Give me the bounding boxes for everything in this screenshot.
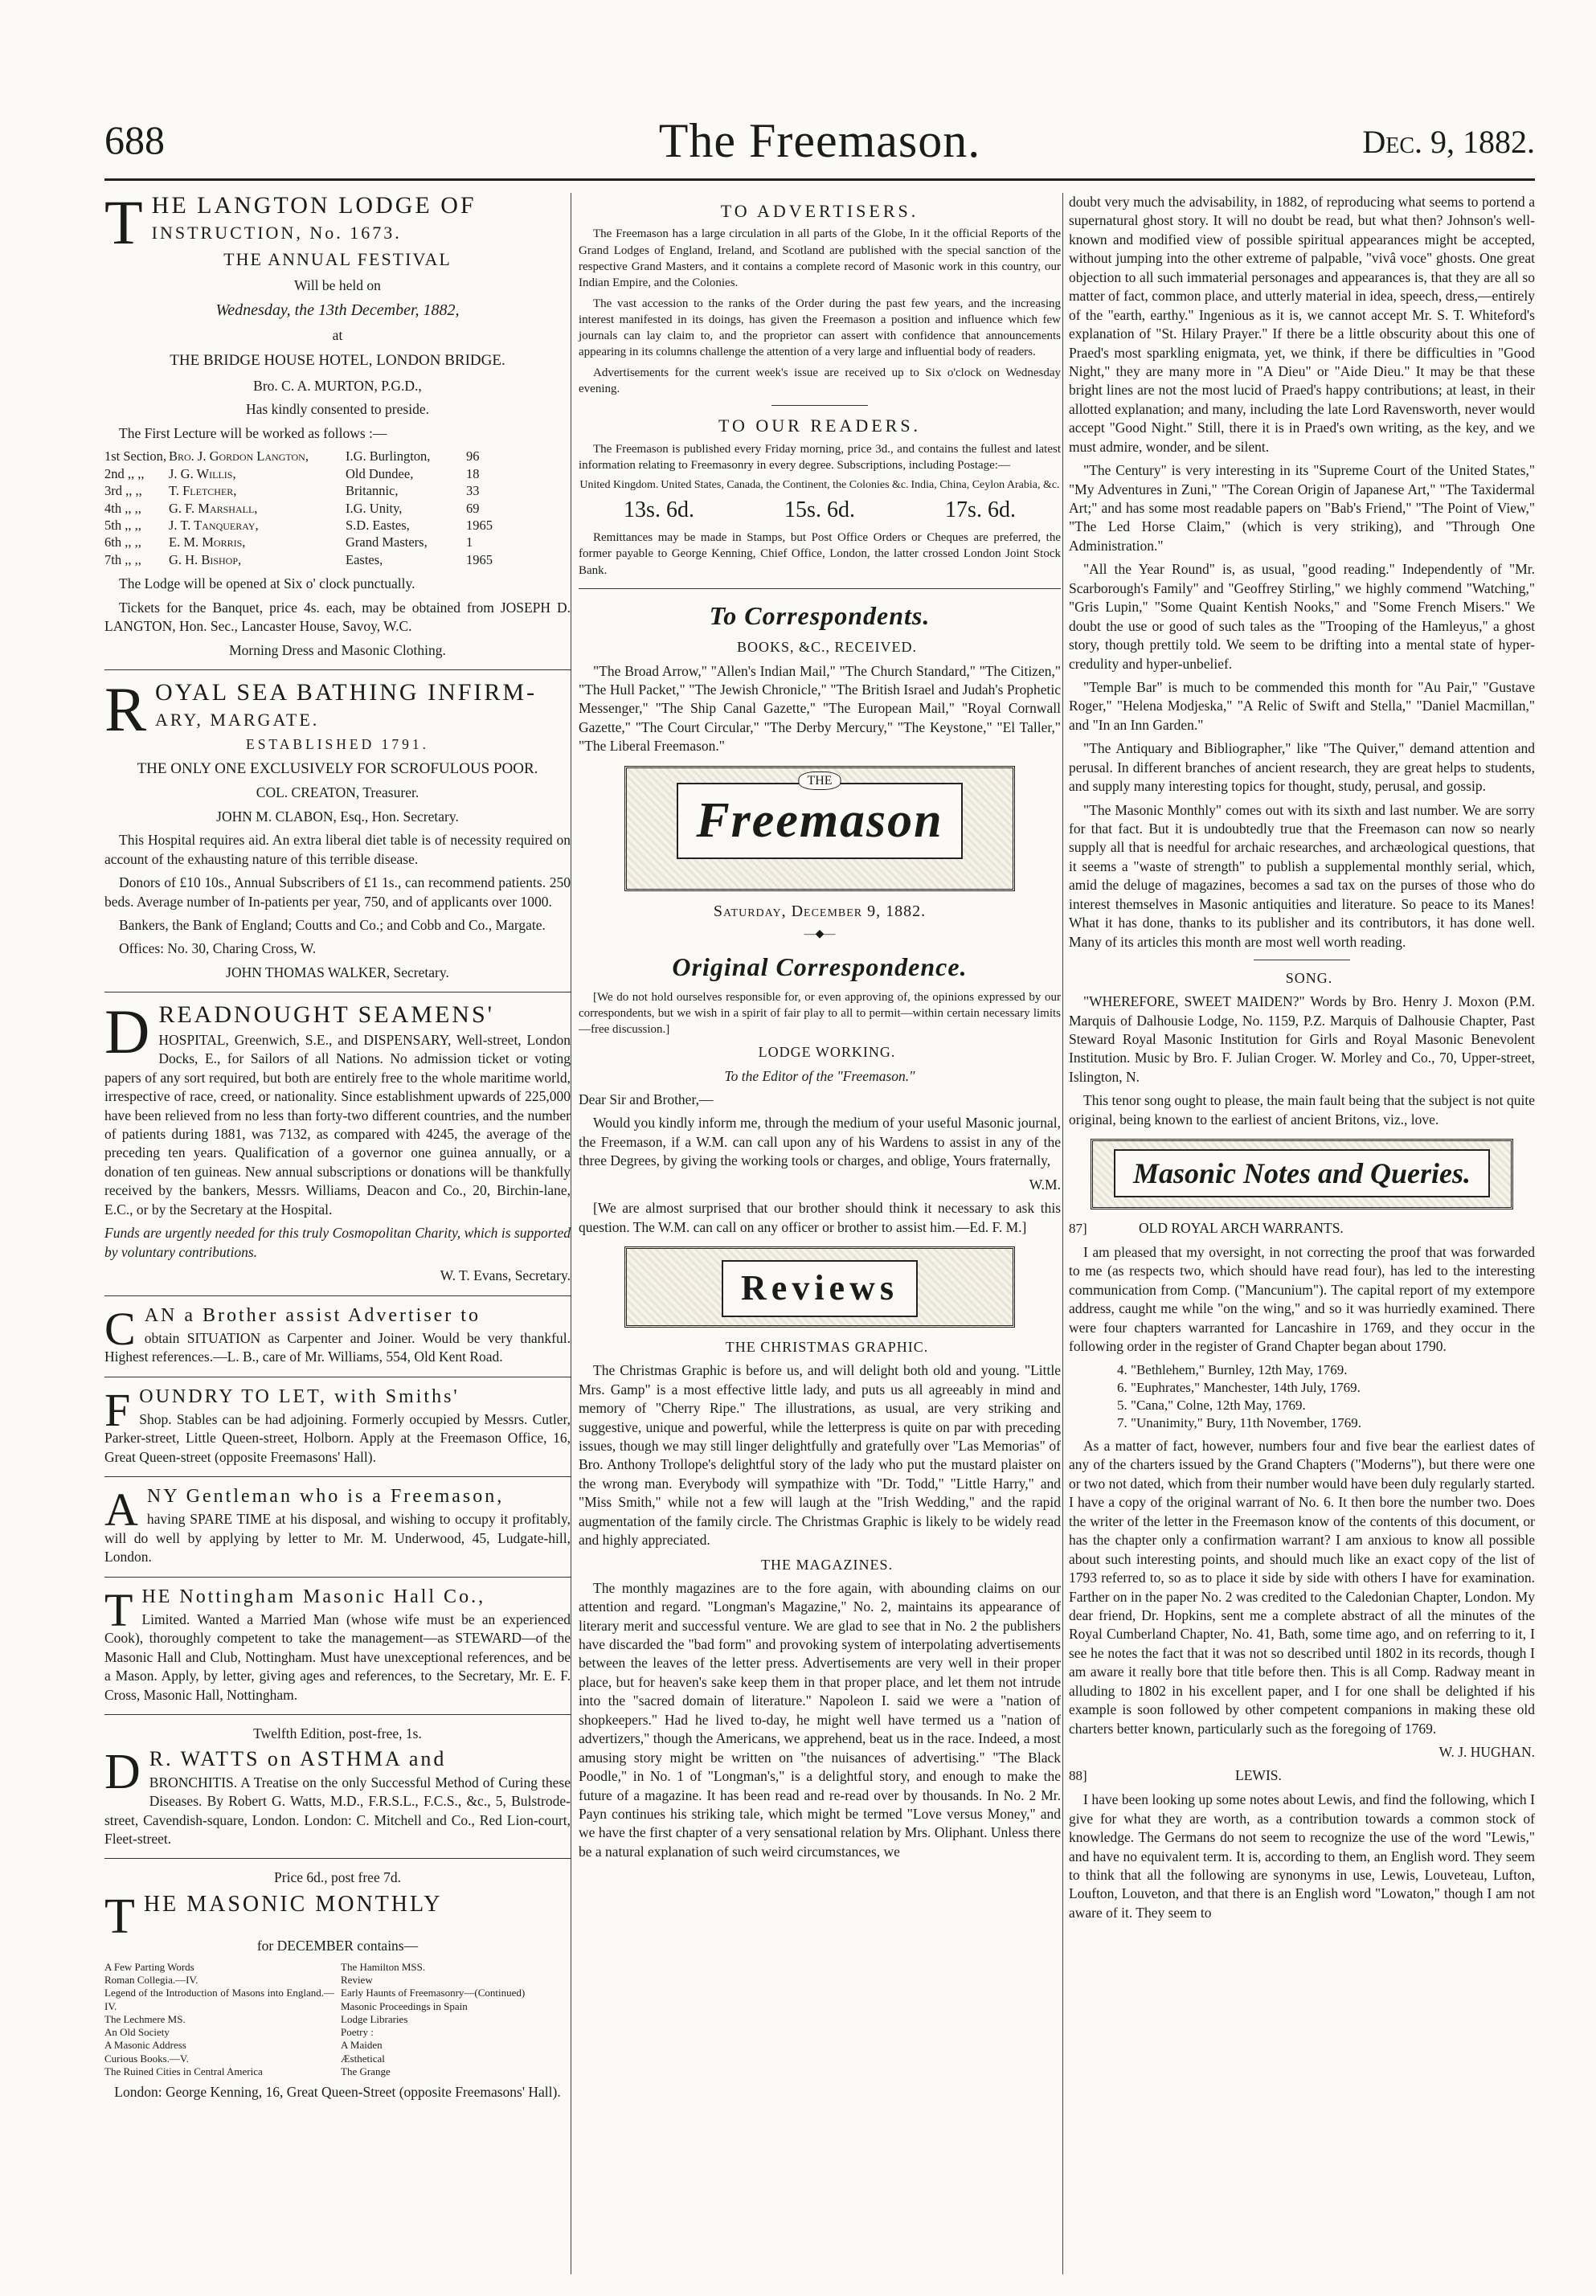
divider xyxy=(104,1577,571,1578)
divider xyxy=(104,1476,571,1477)
list-item: A Masonic Address xyxy=(104,2039,186,2052)
ad-title: HE LANGTON LODGE OF xyxy=(151,192,477,219)
watts-asthma-ad xyxy=(104,1725,571,1848)
secretary-line: JOHN M. CLABON, Esq., Hon. Secretary. xyxy=(216,808,459,825)
list-item: Æsthetical xyxy=(341,2052,385,2065)
list-item: Poetry : xyxy=(341,2026,374,2039)
review-antiquary: "The Antiquary and Bibliographer," like "The Quiver," demand attention and perusal. In different branches of ancient research, they are great helps to students, and supply many interesting topics for thought, study, perusal, and gossip. xyxy=(1069,740,1535,795)
lecture-cell: 1st Section, xyxy=(104,448,166,465)
can-brother-ad xyxy=(104,1302,571,1367)
to-editor-line: To the Editor of the "Freemason." xyxy=(724,1067,915,1084)
lecture-cell: 18 xyxy=(466,465,480,481)
price-value: 15s. 6d. xyxy=(784,497,855,522)
drop-cap: T xyxy=(104,1583,136,1636)
drop-cap: T xyxy=(104,1889,137,1944)
reviews-banner xyxy=(624,1246,1015,1328)
foundry-ad xyxy=(104,1383,571,1467)
body-text: The Freemason has a large circulation in all parts of the Globe, In it the official Reports of the Grand Lodges of England, Ireland, and Scotland are published with the special sanction of the respective Grand Masters, and it contains a complete record of Masonic work in this country, our Indian Empire, and the Colonies. xyxy=(579,227,1061,289)
query-heading: LEWIS. xyxy=(1235,1767,1282,1784)
body-text: Remittances may be made in Stamps, but Post Office Orders or Cheques are preferred, the former payable to George Kenning, Chief Office, London, the latter crossed London Joint Stock Bank. xyxy=(579,531,1061,577)
ad-title: OUNDRY TO LET, with Smiths' xyxy=(139,1385,460,1407)
lecture-cell: 1 xyxy=(466,534,473,550)
review-masonic-monthly: "The Masonic Monthly" comes out with its sixth and last number. We are sorry for that fact. But it is undoubtedly true that the Freemason can now so nearly supply all that is needful for archaic researches, and archæological questions, that it seems a "waste of strength" to publish a supplemental monthly serial, which, amid the deluge of magazines, becomes a sad tax on the purses of those who do interest themselves in Masonic antiquities and literature. So peace to its Manes! What it has done, thanks to its publisher and its contributors, it has done well. Many of its articles this month are most well worth reading. xyxy=(1069,801,1535,950)
held-line: Will be held on xyxy=(294,276,381,293)
list-item: The Hamilton MSS. xyxy=(341,1960,426,1973)
lecture-cell: 5th ,, ,, xyxy=(104,518,141,534)
query-number: 88] xyxy=(1069,1768,1087,1784)
salutation: Dear Sir and Brother,— xyxy=(579,1091,714,1108)
contains-line: for DECEMBER contains— xyxy=(256,1938,419,1954)
list-item: Roman Collegia.—IV. xyxy=(104,1974,198,1987)
column-2 xyxy=(579,193,1061,1866)
treasurer-line: COL. CREATON, Treasurer. xyxy=(256,784,419,801)
logo-text: Freemason xyxy=(677,783,962,859)
divider xyxy=(579,588,1061,589)
signature: W. J. HUGHAN. xyxy=(1438,1744,1535,1760)
lecture-cell: Old Dundee, xyxy=(346,465,414,481)
subscription-regions xyxy=(579,478,1061,493)
disclaimer: [We do not hold ourselves responsible for, or even approving of, the opinions expressed by our correspondents, but we wish in a spirit of fair play to all to permit—within certain necessary limits—free discussion.] xyxy=(579,991,1061,1037)
body-text: Bankers, the Bank of England; Coutts and Co.; and Cobb and Co., Margate. xyxy=(119,917,546,934)
lecture-cell: 1965 xyxy=(466,551,493,567)
ad-subtitle: ARY, MARGATE. xyxy=(155,709,320,730)
drop-cap: C xyxy=(104,1302,138,1355)
only-line: THE ONLY ONE EXCLUSIVELY FOR SCROFULOUS POOR. xyxy=(137,759,538,777)
divider xyxy=(104,1714,571,1715)
ad-subtitle: INSTRUCTION, No. 1673. xyxy=(151,222,402,243)
review-temple-bar: "Temple Bar" is much to be commended this month for "Au Pair," "Gustave Roger," "Helena Modjeska," "A Relic of Swift and Stella," "Daniel Macmillan," and "In an Inn Garden." xyxy=(1069,678,1535,733)
masthead-title: The Freemason. xyxy=(658,114,981,167)
lecture-cell: E. M. Morris, xyxy=(169,534,246,550)
query-heading-row xyxy=(1069,1766,1535,1786)
body-text: The vast accession to the ranks of the Order during the past few years, and the increasing interest manifested in its doings, has given the Freemason a position and influence which few journals can lay claim to, and the proprietor can assert with confidence that announcements appearing in its columns challenge the attention of a very large and influential body of readers. xyxy=(579,297,1061,359)
song-heading: SONG. xyxy=(1285,970,1333,987)
lecture-cell: 33 xyxy=(466,483,480,499)
contents-left xyxy=(104,1961,334,2078)
region-label: United States, Canada, the Continent, the Colonies &c. xyxy=(661,479,909,492)
body-text: Advertisements for the current week's issue are received up to Six o'clock on Wednesday evening. xyxy=(579,366,1061,396)
preside-line: Bro. C. A. MURTON, P.G.D., xyxy=(253,377,422,394)
body-text: The Freemason is published every Friday morning, price 3d., and contains the fullest and latest information relating to Freemasonry in every degree. Subscriptions, including Postage:— xyxy=(579,442,1061,472)
drop-cap: A xyxy=(104,1484,141,1537)
region-label: United Kingdom. xyxy=(579,479,659,492)
body-text: This Hospital requires aid. An extra liberal diet table is of necessity required on account of the exhausting nature of this terrible disease. xyxy=(104,832,571,867)
lecture-cell: I.G. Burlington, xyxy=(346,448,431,465)
lecture-cell: J. G. Willis, xyxy=(169,465,236,481)
query-heading-row xyxy=(1069,1219,1535,1238)
lecture-cell: Grand Masters, xyxy=(346,534,428,550)
charter-dates xyxy=(1117,1361,1535,1432)
contents-list xyxy=(104,1961,571,2078)
masonic-notes-queries-banner xyxy=(1091,1139,1513,1209)
any-gentleman-ad xyxy=(104,1484,571,1567)
list-item: Lodge Libraries xyxy=(341,2012,408,2025)
lecture-cell: 96 xyxy=(466,448,480,465)
query-number: 87] xyxy=(1069,1221,1087,1237)
list-item: The Lechmere MS. xyxy=(104,2012,186,2025)
dreadnought-ad xyxy=(104,997,571,1285)
list-item: Legend of the Introduction of Masons into England.—IV. xyxy=(104,1987,334,2012)
song-body: "WHEREFORE, SWEET MAIDEN?" Words by Bro. Henry J. Moxon (P.M. Marquis of Dalhousie Lodge, No. 1159, P.Z. Marquis of Dalhousie Chapter, Past Steward Royal Masonic Institution for Girls and Royal Masonic Benevolent Institution. Music by Bro. F. Julian Croger. W. Morley and Co., 70, Upper-street, Islington, N. xyxy=(1069,993,1535,1085)
body-text: having SPARE TIME at his disposal, and wishing to occupy it profitably, will do well by applying by letter to Mr. M. Underwood, 45, Ludgate-hill, London. xyxy=(104,1511,571,1565)
edition-line: Twelfth Edition, post-free, 1s. xyxy=(253,1725,422,1741)
ad-title: AN a Brother assist Advertiser to xyxy=(144,1304,481,1326)
price-line: Price 6d., post free 7d. xyxy=(274,1869,401,1886)
established-line: ESTABLISHED 1791. xyxy=(246,735,429,752)
list-item: 4. "Bethlehem," Burnley, 12th May, 1769. xyxy=(1117,1361,1348,1377)
body-text: Donors of £10 10s., Annual Subscribers of £1 1s., can recommend patients. 250 beds. Average number of In-patients per year, 750, and of applicants over 1000. xyxy=(104,874,571,910)
body-text: Shop. Stables can be had adjoining. Formerly occupied by Messrs. Cutler, Parker-street, Little Queen-street, Holborn. Apply at the Freemason Office, 16, Great Queen-street (opposite Freemasons' Hall). xyxy=(104,1410,571,1465)
column-divider xyxy=(1062,193,1063,2274)
review-body: The Christmas Graphic is before us, and will delight both old and young. "Little Mrs. Gamp" is a most effective little lady, and puts us all agreeably in mind and memory of "Cherry Ripe." The illustrations, as usual, are very striking and suggestive, unique and powerful, while the letterpress is quite on par with preceding issues, though we may still linger delightfully and gratefully over "Las Memorias" of Bro. Anthony Trollope's delightful story of the lady who put the mustard plaister on the wrong man. Everybody will sympathize with "Dr. Todd," "Little Harry," and "Miss Smith," while not a few will laugh at the "Irish Wedding," and the rapid augmentation of the family circle. The Christmas Graphic is likely to be widely read and highly appreciated. xyxy=(579,1362,1061,1549)
list-item: 7. "Unanimity," Bury, 11th November, 1769. xyxy=(1117,1414,1362,1430)
masonic-monthly-ad xyxy=(104,1868,571,2102)
subscription-prices xyxy=(579,495,1061,526)
urgent-text: Funds are urgently needed for this truly Cosmopolitan Charity, which is supported by voluntary contributions. xyxy=(104,1225,571,1260)
query-body: I am pleased that my oversight, in not correcting the proof that was forwarded to me (as respects two, which should have read four), has led to the interesting communication from Comp. ("Mancunium"). The capital report of my extempore address, caught me while "on the wing," and so it was hurriedly examined. There were four chapters warranted for Lancashire in 1769, and they occur in the following order in the register of Grand Chapter began about 1790. xyxy=(1069,1244,1535,1355)
advertisers-heading: TO ADVERTISERS. xyxy=(720,201,919,221)
lecture-cell: Britannic, xyxy=(346,483,399,499)
lecture-cell: 1965 xyxy=(466,518,493,534)
freemason-logo-banner xyxy=(624,766,1015,891)
page-number: 688 xyxy=(104,117,165,162)
logo-the: THE xyxy=(798,771,841,790)
ad-title: HE Nottingham Masonic Hall Co., xyxy=(141,1586,486,1607)
lecture-cell: 6th ,, ,, xyxy=(104,534,141,550)
venue-line: THE BRIDGE HOUSE HOTEL, LONDON BRIDGE. xyxy=(170,351,505,369)
signature: W.M. xyxy=(1029,1176,1061,1193)
lecture-cell: G. H. Bishop, xyxy=(169,551,242,567)
review-all-year: "All the Year Round" is, as usual, "good reading." Independently of "Mr. Scarborough's Family" and "Geoffrey Stirling," we highly commend "Watching," "Gris Lupin," "Some Quaint Kentish Nooks," and "Some French Misers." We doubt the use or good of such tales as the "Trooping of the Hamleyus," a ghost story, though prettily told. We seem to be drifting into a mental state of hyper-credulity and hyper-unbelief. xyxy=(1069,561,1535,672)
query-body: As a matter of fact, however, numbers four and five bear the earliest dates of any of the charters issued by the Grand Chapters ("Moderns"), but there were one or two not dated, which from their number would have been duly regularly started. I have a copy of the original warrant of No. 6. It then bore the number two. Does the writer of the letter in the Freemason know of the contents of this document, or has the chapter only a confirmation warrant? I am anxious to know all possible about such interesting points, and should much like an exact copy of the list of 1793 referred to, so as to place it side by side with others I have for examination. Farther on in the paper No. 2 was credited to the Caledonian Chapter, London. My dear friend, Dr. Hopkins, sent me a complete abstract of all the minutes of the Royal Cumberland Chapter, No. 41, Bath, some time ago, and on referring to it, I see he notes the fact that it was not so described until 1802 in its records, though I am aware it really bore that title before then. This is all Comp. Radway meant in alluding to 1802 in his excellent paper, and I for one shall be delighted if his example is soon followed by other competent companions in making these old charters better known, particularly such as the foregoing of 1769. xyxy=(1069,1438,1535,1737)
lecture-cell: 3rd ,, ,, xyxy=(104,483,142,499)
drop-cap: D xyxy=(104,997,153,1067)
list-item: 6. "Euphrates," Manchester, 14th July, 1769. xyxy=(1117,1379,1361,1395)
region-label: India, China, Ceylon Arabia, &c. xyxy=(911,479,1060,492)
review-continued: doubt very much the advisability, in 1882, of reproducing what seems to portend a supernatural ghost story. It will no doubt be read, but what then? Johnson's well-known and modified view of possible spiritual appearances might be accepted, without jumping into the other extreme of palpable, "vivâ voce" ghosts. One great objection to all such immaterial personages and appearances is, that they are all so matter of fact, common place, and utterly material in idea, speech, dress,—entirely of the "earth, earthy." Ingenious as it is, we cannot accept Mr. S. T. Whiteford's explanation of "St. Hilary Prayer." If there be a little obscurity about this one of Praed's most sparkling enigmata, yet, we think, if there be difficulties in "Good Night," they are many more in "A Dieu" or "Aide Dieu." It may be that these bright lines are not the most lucid of Praed's happy contributions; at least, in their allotted explanation; and many, including the late Lord Ravensworth, never would accept "Good Night." Still, there it is in Praed's own writing, as the key, and we must admire, wonder, and be silent. xyxy=(1069,194,1535,455)
divider xyxy=(104,669,571,670)
page-header xyxy=(104,114,1535,181)
tickets-line: Tickets for the Banquet, price 4s. each, may be obtained from JOSEPH D. LANGTON, Hon. Sec., Lancaster House, Savoy, W.C. xyxy=(104,599,571,635)
books-heading: BOOKS, &C., RECEIVED. xyxy=(736,639,917,656)
divider xyxy=(771,405,868,406)
books-list: "The Broad Arrow," "Allen's Indian Mail," "The Church Standard," "The Citizen," "The Hull Packet," "The Jewish Chronicle," "The British Israel and Judah's Prophetic Messenger," "The Ship Canal Gazette," "The European Mail," "Royal Cornwall Gazette," "The Court Circular," "The Derby Mercury," "The Keystone," "El Taller," "The Liberal Freemason." xyxy=(579,662,1061,755)
list-item: The Ruined Cities in Central America xyxy=(104,2065,263,2077)
song-body: This tenor song ought to please, the main fault being that the subject is not quite original, being known to the earliest of ancient Britons, viz., love. xyxy=(1069,1092,1535,1128)
christmas-graphic-heading: THE CHRISTMAS GRAPHIC. xyxy=(725,1339,929,1356)
list-item: Curious Books.—V. xyxy=(104,2052,189,2065)
publisher-line: London: George Kenning, 16, Great Queen-Street (opposite Freemasons' Hall). xyxy=(114,2084,561,2101)
ad-title: HE MASONIC MONTHLY xyxy=(143,1891,443,1917)
list-item: Early Haunts of Freemasonry—(Continued) xyxy=(341,1987,526,1999)
column-3 xyxy=(1069,193,1535,1927)
ad-title: R. WATTS on ASTHMA and xyxy=(149,1747,447,1771)
saturday-date: Saturday, December 9, 1882. xyxy=(713,902,927,920)
lecture-cell: 4th ,, ,, xyxy=(104,500,141,516)
list-item: Review xyxy=(341,1974,373,1987)
langton-lodge-ad xyxy=(104,187,571,660)
lecture-cell: S.D. Eastes, xyxy=(346,518,410,534)
list-item: 5. "Cana," Colne, 12th May, 1769. xyxy=(1117,1397,1306,1413)
dress-line: Morning Dress and Masonic Clothing. xyxy=(229,641,446,658)
list-item: Masonic Proceedings in Spain xyxy=(341,1999,468,2012)
query-body: I have been looking up some notes about Lewis, and find the following, which I give for what they are worth, as a contribution towards a common stock of knowledge. The Germans do not seem to recognize the use of the word "Lewis," and have no equivalent term. It is, according to them, an English word. They seem to think that all the following are synonyms in use, Lewis, Louveteau, Lufton, Loufton, Louveton, and that there is an English word "Lowaton," though I am not aware of it. They seem to xyxy=(1069,1791,1535,1921)
contents-right xyxy=(341,1961,571,2078)
correspondents-heading: To Correspondents. xyxy=(709,600,931,630)
ad-title: READNOUGHT SEAMENS' xyxy=(158,1001,495,1029)
list-item: The Grange xyxy=(341,2065,391,2077)
lecture-cell: 69 xyxy=(466,500,480,516)
festival-date: Wednesday, the 13th December, 1882, xyxy=(215,301,460,320)
review-body: The monthly magazines are to the fore again, with abounding claims on our attention and regard. "Longman's Magazine," No. 2, maintains its appearance of literary merit and successful venture. We are glad to see that in No. 2 the publishers have discarded the "bad form" and provoking system of interpolating advertisements between the leaves of the letter press. Advertisements are very well in their proper place, but for heaven's sake keep them in that proper place, and let them not intrude into the "sacred domain of literature." Napoleon I. said we were a "nation of shopkeepers." Had he lived to-day, he might well have termed us a "nation of advertizers," though the Americans, we apprehend, beat us in the race. Indeed, a most amusing story might be written on "the nuisances of advertising." "The Black Poodle," in No. 1 of "Longman's," is a delightful story, and enough to make the future of a magazine. It has been read and re-read over by thousands. In No. 2 Mr. Payn continues his striking tale, which might be termed "Love versus Money," and we have the first chapter of a very sensational relation by Mrs. Oliphant. Unless there be a natural explanation of such weird circumstances, we xyxy=(579,1579,1061,1860)
price-value: 13s. 6d. xyxy=(624,497,694,522)
column-1 xyxy=(104,187,571,2107)
lodge-working-heading: LODGE WORKING. xyxy=(758,1044,896,1061)
lecture-cell: Bro. J. Gordon Langton, xyxy=(169,448,309,465)
ad-title: OYAL SEA BATHING INFIRM- xyxy=(155,679,538,706)
divider xyxy=(104,1295,571,1296)
ad-title: NY Gentleman who is a Freemason, xyxy=(146,1486,505,1508)
body-text: Limited. Wanted a Married Man (whose wife must be an experienced Cook), thoroughly competent to take the management—as STEWARD—of the Masonic Hall and Club, Nottingham. Must have unexceptional references, and be a Mason. Apply, by letter, giving ages and references, to the Secretary, Mr. E. F. Cross, Masonic Hall, Nottingham. xyxy=(104,1610,571,1703)
letter-body: Would you kindly inform me, through the medium of your useful Masonic journal, the Freemason, if a W.M. can call upon any of his Wardens to assist in any of the three Degrees, by giving the working tools or charges, and oblige, Yours fraternally, xyxy=(579,1115,1061,1169)
signature: W. T. Evans, Secretary. xyxy=(440,1267,571,1284)
lecture-cell: 2nd ,, ,, xyxy=(104,465,145,481)
reviews-banner-text: Reviews xyxy=(722,1260,918,1317)
drop-cap: F xyxy=(104,1383,133,1436)
festival-line: THE ANNUAL FESTIVAL xyxy=(223,249,452,270)
lecture-table xyxy=(104,448,571,568)
body-text: BRONCHITIS. A Treatise on the only Successful Method of Curing these Diseases. By Robert G. Watts, M.D., F.R.S.L., F.C.S., &c., 5, Bulstrode-street, Cavendish-square, London. London: C. Mitchell and Co., Red Lion-court, Fleet-street. xyxy=(104,1774,571,1847)
body-text: obtain SITUATION as Carpenter and Joiner. Would be very thankful. Highest references.—L. B., care of Mr. Williams, 554, Old Kent Road. xyxy=(104,1329,571,1365)
preside-line-2: Has kindly consented to preside. xyxy=(246,401,429,418)
signature: JOHN THOMAS WALKER, Secretary. xyxy=(226,964,449,980)
editor-note: [We are almost surprised that our brother should think it necessary to ask this question. The W.M. can call on any officer or brother to assist him.—Ed. F. M.] xyxy=(579,1200,1061,1235)
opened-line: The Lodge will be opened at Six o' clock punctually. xyxy=(119,575,415,592)
review-century: "The Century" is very interesting in its "Supreme Court of the United States," "My Adventures in Zuni," "The Corean Origin of Japanese Art," "The Taxidermal Art;" and has some most readable papers on "Bab's Friend," "The Point of View," "The Led Horse Claim," (which is very striking), and "Through One Administration." xyxy=(1069,462,1535,554)
readers-heading: TO OUR READERS. xyxy=(718,415,922,436)
lecture-cell: 7th ,, ,, xyxy=(104,551,141,567)
lecture-cell: G. F. Marshall, xyxy=(169,500,258,516)
mnq-banner-text: Masonic Notes and Queries. xyxy=(1114,1149,1490,1197)
query-heading: OLD ROYAL ARCH WARRANTS. xyxy=(1139,1220,1344,1237)
list-item: An Old Society xyxy=(104,2026,170,2039)
list-item: A Maiden xyxy=(341,2039,383,2052)
drop-cap: T xyxy=(104,187,145,257)
divider xyxy=(104,1858,571,1859)
price-value: 17s. 6d. xyxy=(945,497,1016,522)
ornament-icon: —◆— xyxy=(804,927,836,940)
original-correspondence-heading: Original Correspondence. xyxy=(672,952,968,982)
drop-cap: D xyxy=(104,1745,143,1800)
lecture-intro: The First Lecture will be worked as follows :— xyxy=(119,424,387,441)
header-rule xyxy=(104,178,1535,181)
list-item: A Few Parting Words xyxy=(104,1960,194,1973)
royal-sea-bathing-ad xyxy=(104,674,571,982)
at-line: at xyxy=(332,327,343,344)
lecture-cell: T. Fletcher, xyxy=(169,483,237,499)
offices-line: Offices: No. 30, Charing Cross, W. xyxy=(119,940,317,957)
lecture-cell: I.G. Unity, xyxy=(346,500,403,516)
body-text: HOSPITAL, Greenwich, S.E., and DISPENSARY, Well-street, London Docks, E., for Sailors of all Nations. No admission ticket or voting papers of any sort required, but both are entirely free to the whole maritime world, irrespective of race, creed, or nationality. Since establishment upwards of 225,000 have been relieved from no less than forty-two different countries, and the number of patients during 1881, was 7132, as compared with 4245, the average of the preceding ten years. Qualification of a governor one guinea annually, or a donation of ten guineas. New annual subscriptions or donations will be thankfully received by the bankers, Messrs. Williams, Deacon and Co., 20, Birchin-lane, E.C., or by the Secretary at the Hospital. xyxy=(104,1031,571,1218)
lecture-cell: Eastes, xyxy=(346,551,383,567)
issue-date: Dec. 9, 1882. xyxy=(1362,124,1535,160)
magazines-heading: THE MAGAZINES. xyxy=(761,1556,893,1573)
nottingham-hall-ad xyxy=(104,1583,571,1705)
drop-cap: R xyxy=(104,674,149,745)
lecture-cell: J. T. Tanqueray, xyxy=(169,518,259,534)
